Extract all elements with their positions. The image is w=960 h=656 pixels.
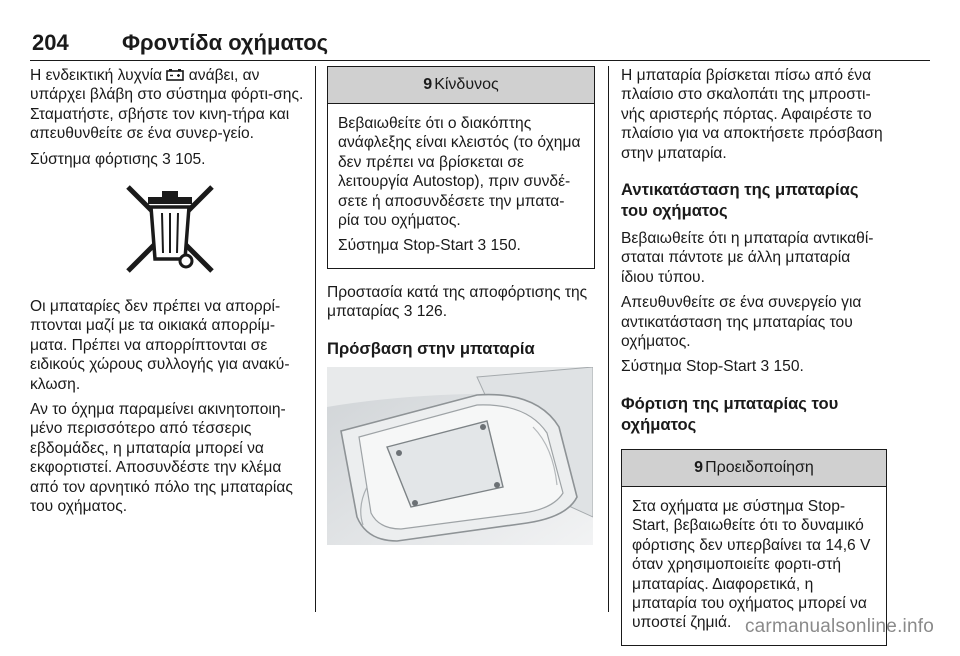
page-header bbox=[30, 24, 930, 61]
warning-triangle-icon: 9 bbox=[423, 76, 433, 93]
stop-start-ref: Σύστημα Stop-Start 3 150. bbox=[338, 237, 521, 255]
workshop-paragraph: Απευθυνθείτε σε ένα συνεργείο για αντικατάσταση της μπαταρίας του οχήματος. bbox=[621, 294, 862, 351]
warning-box-header bbox=[622, 450, 886, 487]
danger-box-title: Κίνδυνος bbox=[434, 76, 499, 93]
warning-triangle-icon: 9 bbox=[694, 458, 704, 476]
column-divider-1 bbox=[315, 66, 316, 612]
battery-access-illustration bbox=[327, 367, 593, 545]
column-1 bbox=[30, 66, 306, 523]
warning-text: Στα οχήματα με σύστημα Stop-Start, βεβαιωθείτε ότι το δυναμικό φόρτισης δεν υπερβαίνει τα 14,6 V όταν χρησιμοποιείτε φορτι-στή μπαταρίας. Διαφορετικά, η μπαταρία του οχήματος μπορεί να υποστεί ζημιά. bbox=[632, 497, 871, 632]
battery-location-paragraph: Η μπαταρία βρίσκεται πίσω από ένα πλαίσιο στο σκαλοπάτι της μπροστι-νής αριστερής πόρτας. Αφαιρέστε το πλαίσιο για να αποκτήσετε πρόσβαση στην μπαταρία. bbox=[621, 67, 883, 162]
column-divider-2 bbox=[608, 66, 609, 612]
warning-box-title: Προειδοποίηση bbox=[705, 458, 814, 476]
battery-replacement-heading: Αντικατάσταση της μπαταρίας του οχήματος bbox=[621, 180, 859, 221]
page-title: Φροντίδα οχήματος bbox=[122, 30, 329, 55]
battery-warning-icon bbox=[166, 68, 184, 81]
battery-charging-heading: Φόρτιση της μπαταρίας του οχήματος bbox=[621, 393, 839, 434]
same-type-paragraph: Βεβαιωθείτε ότι η μπαταρία αντικαθί-σταται πάντοτε με άλλη μπαταρία ίδιου τύπου. bbox=[621, 230, 874, 286]
danger-box-header bbox=[328, 67, 594, 104]
text-fragment: ανάβει, αν υπάρχει βλάβη στο σύστημα φόρτι-σης. Σταματήστε, σβήστε τον κινη-τήρα και απευθυνθείτε σε ένα συνερ-γείο. bbox=[30, 67, 304, 143]
danger-text: Βεβαιωθείτε ότι ο διακόπτης ανάφλεξης είναι κλειστός (το όχημα δεν πρέπει να βρίσκεται σε λειτουργία Autostop), πριν συνδέ-σετε ή αποσυνδέσετε την μπατα-ρία του οχήματος. bbox=[338, 115, 581, 230]
text-fragment: Η ενδεικτική λυχνία bbox=[30, 67, 167, 84]
charging-system-ref: Σύστημα φόρτισης 3 105. bbox=[30, 150, 206, 168]
charging-lamp-paragraph bbox=[30, 66, 306, 144]
page-number: 204 bbox=[32, 30, 69, 55]
discharge-protection-ref: Προστασία κατά της αποφόρτισης της μπαταρίας 3 126. bbox=[327, 283, 588, 321]
column-3 bbox=[621, 66, 887, 656]
watermark: carmanualsonline.info bbox=[744, 616, 934, 637]
stop-start-ref-2: Σύστημα Stop-Start 3 150. bbox=[621, 358, 804, 376]
column-2 bbox=[327, 66, 595, 545]
disposal-paragraph: Οι μπαταρίες δεν πρέπει να απορρί-πτονται μαζί με τα οικιακά απορρίμ-ματα. Πρέπει να απορρίπτονται σε ειδικούς χώρους συλλογής για ανακύ-κλωση. bbox=[30, 298, 290, 393]
battery-access-heading: Πρόσβαση στην μπαταρία bbox=[327, 338, 535, 358]
danger-box bbox=[327, 66, 595, 269]
discharge-paragraph: Αν το όχημα παραμείνει ακινητοποιη-μένο περισσότερο από τέσσερις εβδομάδες, η μπαταρία μπορεί να εκφορτιστεί. Αποσυνδέστε την κλέμα από τον αρνητικό πόλο της μπαταρίας του οχήματος. bbox=[30, 401, 293, 516]
crossed-bin-icon bbox=[122, 181, 218, 277]
